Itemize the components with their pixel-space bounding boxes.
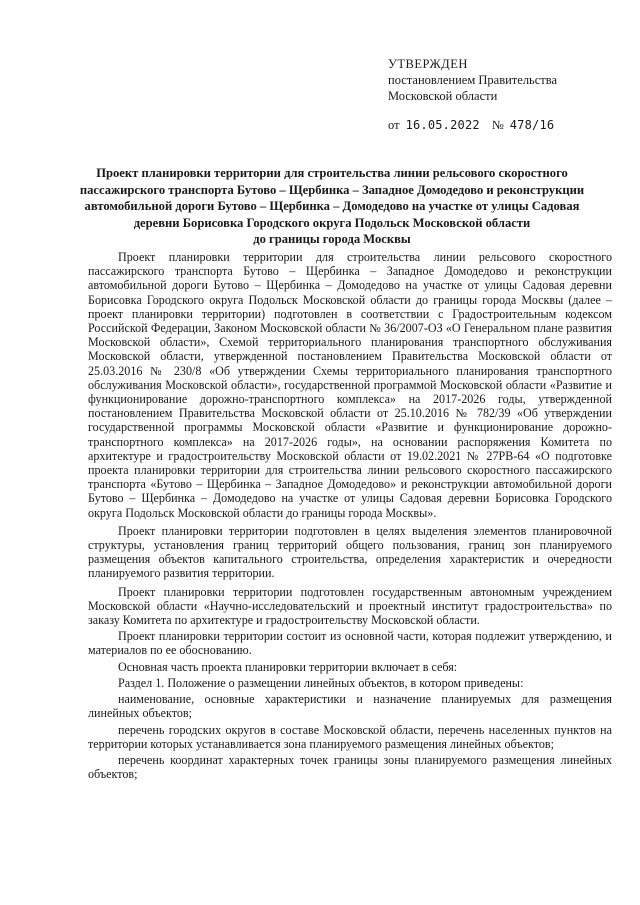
title-line-3: автомобильной дороги Бутово – Щербинка – Домодедово на участке от улицы Садовая (84, 199, 580, 214)
paragraph-legal-basis: Проект планировки территории для строительства линии рельсового скоростного пассажирского транспорта Бутово – Щербинка – Западное Домодедово и реконструкции автомобильной дороги Бутово – Щербинка – Домодедово на участке от улицы Садовая деревни Борисовка Городского округа Подольск Московской области до границы города Москвы (далее – проект планировки территории) подготовлен в соответствии с Градостроительным кодексом Российской Федерации, Законом Московской области № 36/2007-ОЗ «О Генеральном плане развития Московской области», Схемой территориального планирования транспортного обслуживания Московской области, утвержденной постановлением Правительства Московской области от 25.03.2016 № 230/8 «Об утверждении Схемы территориального планирования транспортного обслуживания Московской области», государственной программой Московской области «Развитие и функционирование дорожно-транспортного комплекса» на 2017-2026 годы, утвержденной постановлением Правительства Московской области от 25.10.2016 № 782/39 «Об утверждении государственной программы Московской области «Развитие и функционирование дорожно-транспортного комплекса» на 2017-2026 годы», на основании распоряжения Комитета по архитектуре и градостроительству Московской области от 19.02.2021 № 27РВ-64 «О подготовке проекта планировки территории для строительства линии рельсового скоростного пассажирского транспорта «Бутово – Щербинка – Западное Домодедово» и реконструкции автомобильной дороги Бутово – Щербинка – Домодедово на участке от улицы Садовая деревни Борисовка Городского округа Подольск Московской области до границы города Москвы». (88, 250, 612, 520)
document-title (58, 165, 606, 248)
approval-number-label: № (491, 118, 504, 132)
approval-date: 16.05.2022 (405, 118, 480, 132)
paragraph-composition: Проект планировки территории состоит из основной части, которая подлежит утверждению, и материалов по ее обоснованию. (88, 629, 612, 658)
document-body (88, 250, 612, 781)
approval-heading: УТВЕРЖДЕН (388, 57, 468, 71)
paragraph-main-part: Основная часть проекта планировки территории включает в себя: (118, 659, 458, 674)
title-line-1: Проект планировки территории для строительства линии рельсового скоростного (96, 166, 568, 180)
paragraph-item-name: наименование, основные характеристики и назначение планируемых для размещения линейных объектов; (88, 692, 612, 721)
approval-line-2: Московской области (388, 89, 498, 103)
approval-stamp (388, 56, 618, 133)
paragraph-section-1: Раздел 1. Положение о размещении линейных объектов, в котором приведены: (118, 675, 524, 690)
title-line-2: пассажирского транспорта Бутово – Щербинка – Западное Домодедово и реконструкции (79, 182, 585, 197)
title-line-5: до границы города Москвы (253, 232, 411, 247)
title-line-4: деревни Борисовка Городского округа Подольск Московской области (133, 215, 531, 230)
paragraph-purpose: Проект планировки территории подготовлен в целях выделения элементов планировочной структуры, установления границ территорий общего пользования, границ зон планируемого размещения объектов капитального строительства, определения характеристик и очередности планируемого развития территории. (88, 523, 612, 581)
paragraph-prepared-by: Проект планировки территории подготовлен государственным автономным учреждением Московской области «Научно-исследовательский и проектный институт градостроительства» по заказу Комитета по архитектуре и градостроительству Московской области. (88, 584, 612, 628)
approval-from-label: от (388, 118, 400, 132)
approval-order-line (388, 117, 618, 133)
approval-line-1: постановлением Правительства (388, 73, 558, 87)
paragraph-item-districts: перечень городских округов в составе Московской области, перечень населенных пунктов на территории которых устанавливается зона планируемого размещения линейных объектов; (88, 722, 612, 751)
approval-number: 478/16 (509, 118, 555, 132)
paragraph-item-coordinates: перечень координат характерных точек границы зоны планируемого размещения линейных объектов; (88, 752, 612, 782)
